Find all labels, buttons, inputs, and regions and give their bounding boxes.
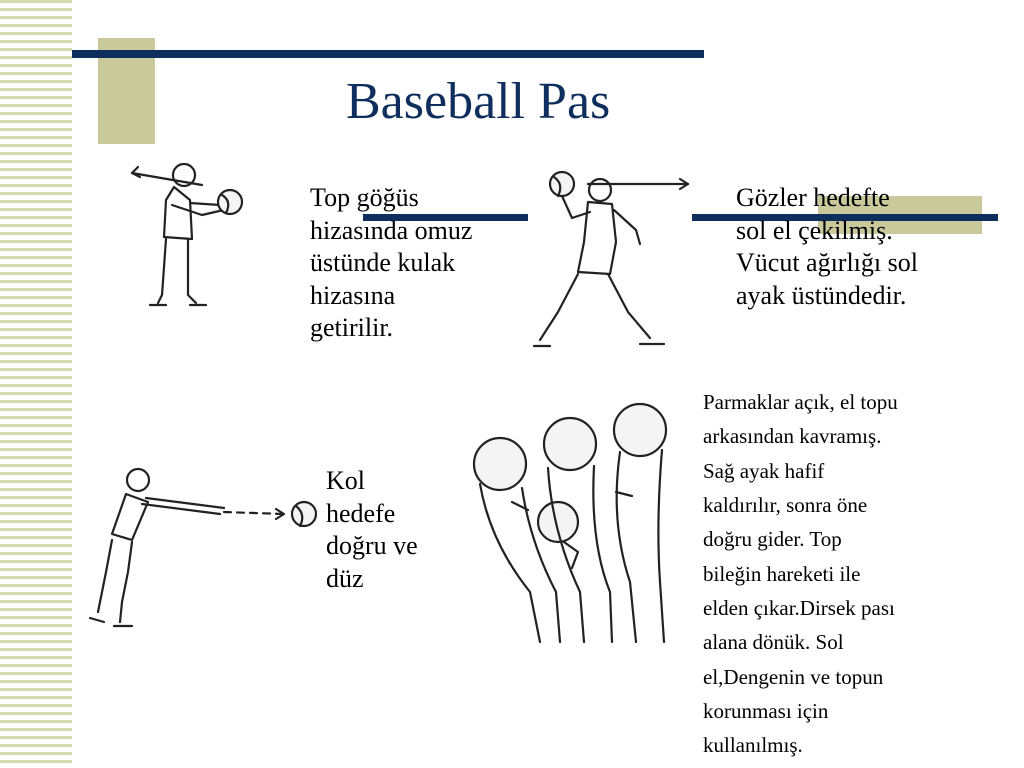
player-follow-through-illustration <box>74 462 324 647</box>
caption-arm-straight: Kol hedefe doğru ve düz <box>326 466 418 593</box>
hand-grip-sequence-illustration <box>460 392 680 650</box>
caption-grip-position: Top göğüs hizasında omuz üstünde kulak hizasına getirilir. <box>310 183 473 342</box>
title-underline-bar <box>72 50 704 58</box>
decorative-stripes <box>0 0 72 768</box>
caption-eyes-on-target: Gözler hedefte sol el çekilmiş. Vücut ağırlığı sol ayak üstündedir. <box>736 183 918 310</box>
player-holding-ball-illustration <box>92 145 267 335</box>
slide-title: Baseball Pas <box>346 73 611 130</box>
player-throwing-illustration <box>528 162 693 357</box>
caption-finger-grip: Parmaklar açık, el topu arkasından kavramış. Sağ ayak hafif kaldırılır, sonra öne doğru gider. Top bileğin hareketi ile elden çıkar.Dirsek pası alana dönük. Sol el,Dengenin ve topun korunması için kullanılmış. <box>703 390 898 758</box>
